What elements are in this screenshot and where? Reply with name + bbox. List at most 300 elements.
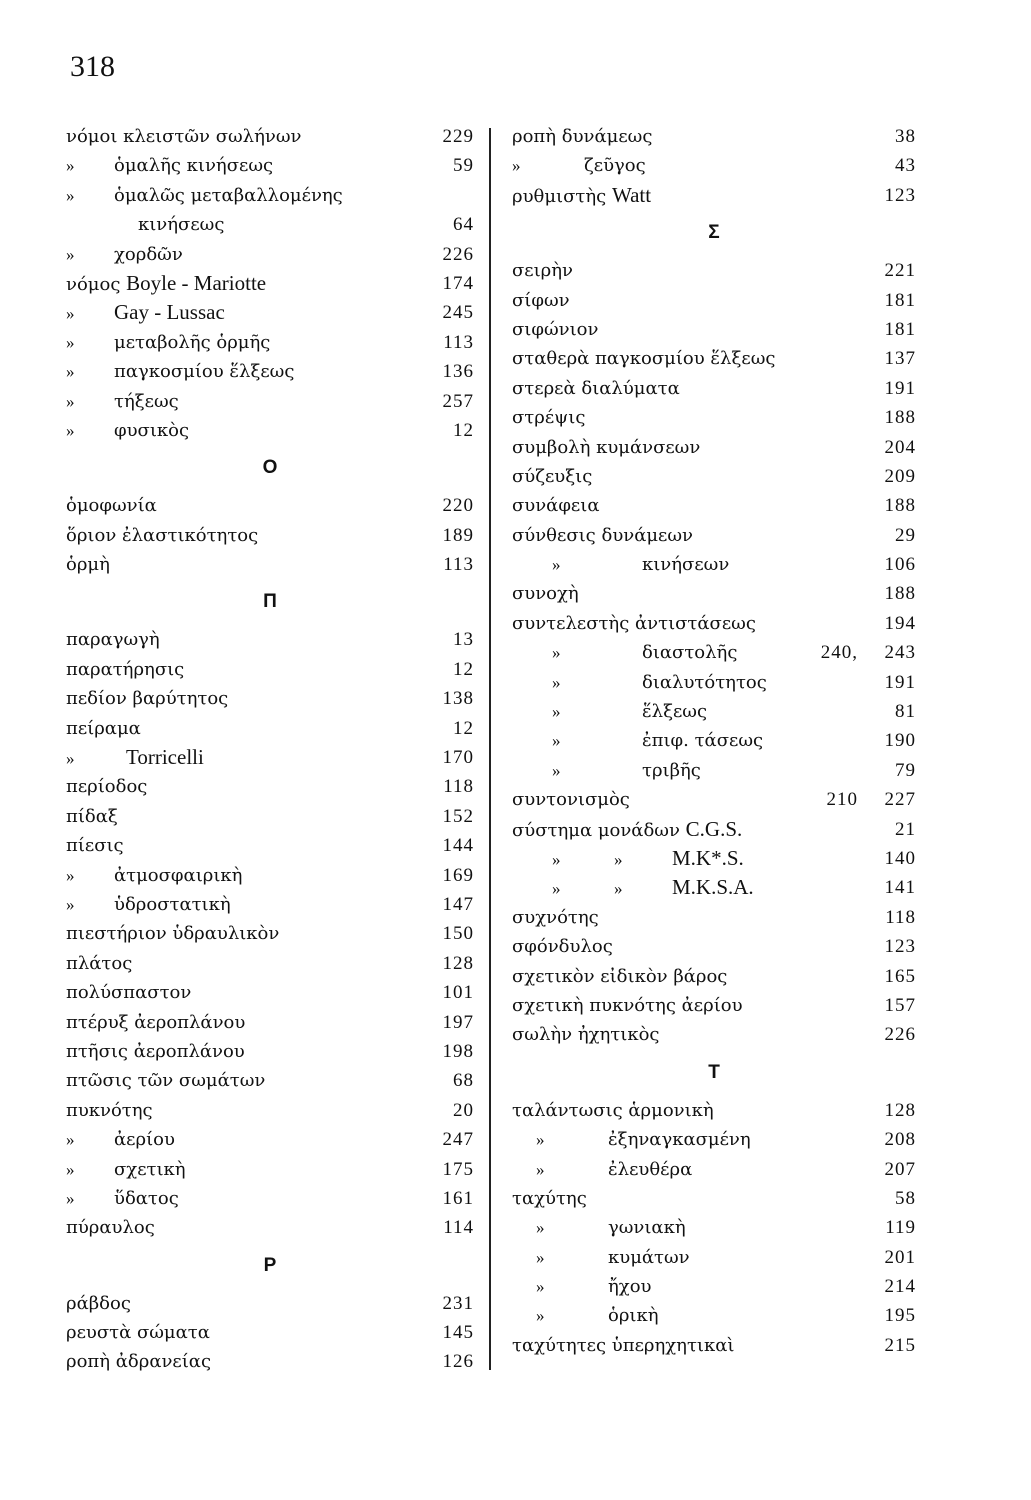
index-entry <box>66 890 474 919</box>
entry-term <box>66 550 110 579</box>
entry-text: σχετικὸν εἰδικὸν βάρος <box>512 965 728 987</box>
index-entry <box>512 609 916 638</box>
entry-term <box>512 151 646 180</box>
entry-text: τήξεως <box>114 390 179 412</box>
entry-text: πίεσις <box>66 835 124 857</box>
entry-text: μεταβολῆς ὁρμῆς <box>114 331 271 353</box>
entry-text: σίφων <box>512 289 570 311</box>
entry-page-number: 152 <box>442 805 474 827</box>
ditto-mark: » <box>536 1218 545 1238</box>
entry-term <box>66 743 204 773</box>
index-entry <box>66 714 474 743</box>
entry-term <box>66 210 224 239</box>
entry-page-number: 119 <box>885 1217 916 1239</box>
entry-term <box>512 491 599 520</box>
entry-text: παρατήρησις <box>66 658 185 680</box>
index-entry <box>512 1020 916 1049</box>
entry-text: συμβολὴ κυμάνσεων <box>512 436 701 458</box>
index-entry <box>66 416 474 445</box>
entry-page-number: 29 <box>895 524 916 546</box>
ditto-mark: » <box>552 879 561 899</box>
entry-term <box>512 785 630 814</box>
index-entry <box>512 181 916 210</box>
entry-latin-text: C.G.S. <box>685 816 743 841</box>
index-entry <box>512 1331 916 1360</box>
index-entry <box>66 151 474 180</box>
entry-text: συντονισμὸς <box>512 789 630 811</box>
entry-term <box>512 286 570 315</box>
index-entry <box>66 949 474 978</box>
ditto-mark: » <box>66 420 75 440</box>
entry-term <box>66 357 294 386</box>
entry-page-number: 257 <box>442 390 474 412</box>
index-entry <box>512 962 916 991</box>
index-entry <box>66 181 474 210</box>
index-entry <box>66 1289 474 1318</box>
entry-text: ἐξηναγκασμένη <box>608 1129 751 1151</box>
index-entry <box>66 1184 474 1213</box>
entry-text: ζεῦγος <box>584 155 646 177</box>
entry-page-number: 226 <box>442 243 474 265</box>
entry-term <box>66 269 266 299</box>
entry-term <box>66 714 141 743</box>
entry-term <box>512 873 754 903</box>
entry-text: πείραμα <box>66 717 141 739</box>
entry-term <box>512 962 727 991</box>
index-entry <box>66 328 474 357</box>
index-entry <box>512 122 916 151</box>
entry-text: ροπὴ ἀδρανείας <box>66 1351 212 1373</box>
entry-text: παγκοσμίου ἕλξεως <box>114 361 295 383</box>
index-entry <box>512 697 916 726</box>
ditto-mark: » <box>66 749 75 769</box>
ditto-mark: » <box>536 1247 545 1267</box>
entry-term <box>66 521 258 550</box>
entry-term <box>66 831 124 860</box>
index-entry <box>512 374 916 403</box>
entry-page-number: 12 <box>453 717 474 739</box>
index-entry <box>66 1125 474 1154</box>
entry-page-number: 101 <box>442 982 474 1004</box>
entry-term <box>66 978 191 1007</box>
entry-text: πλάτος <box>66 952 133 974</box>
entry-term <box>66 240 183 269</box>
ditto-mark: » <box>536 1159 545 1179</box>
entry-text: συχνότης <box>512 906 599 928</box>
index-entry <box>66 1037 474 1066</box>
entry-latin-text: Gay - Lussac <box>114 300 225 325</box>
entry-text: φυσικὸς <box>114 419 190 441</box>
entry-page-number: 194 <box>884 612 916 634</box>
index-entry <box>512 1184 916 1213</box>
index-column-right <box>512 122 916 1360</box>
entry-term <box>66 684 228 713</box>
entry-page-number: 165 <box>884 965 916 987</box>
entry-term <box>512 668 767 697</box>
entry-page-number: 79 <box>895 759 916 781</box>
index-entry <box>66 1008 474 1037</box>
entry-text: ἐπιφ. τάσεως <box>642 730 764 752</box>
entry-page-number: 245 <box>442 302 474 324</box>
entry-text: διαστολῆς <box>642 642 738 664</box>
entry-text: ὁρμὴ <box>66 554 110 576</box>
entry-term <box>512 1096 714 1125</box>
entry-text: χορδῶν <box>114 243 183 265</box>
entry-page-number: 191 <box>884 377 916 399</box>
entry-text: νόμος <box>66 273 121 295</box>
index-entry <box>512 315 916 344</box>
entry-page-number: 188 <box>884 583 916 605</box>
entry-text: ἤχου <box>608 1276 652 1298</box>
entry-text: πύραυλος <box>66 1217 155 1239</box>
entry-page-number: 188 <box>884 495 916 517</box>
entry-text: πυκνότης <box>66 1099 153 1121</box>
entry-page-number: 38 <box>895 126 916 147</box>
entry-text: κινήσεως <box>138 214 225 236</box>
index-entry <box>512 1213 916 1242</box>
entry-term <box>66 802 118 831</box>
entry-text: σωλὴν ἠχητικὸς <box>512 1024 660 1046</box>
entry-term <box>66 655 184 684</box>
index-entry <box>66 655 474 684</box>
entry-term <box>66 1289 131 1318</box>
entry-page-number: 21 <box>895 818 916 840</box>
entry-term <box>512 726 763 755</box>
entry-term <box>66 1037 245 1066</box>
entry-text: ἀτμοσφαιρικὴ <box>114 864 243 886</box>
entry-text: παραγωγὴ <box>66 629 160 651</box>
entry-page-number: 144 <box>442 835 474 857</box>
ditto-mark: » <box>66 1188 75 1208</box>
index-entry <box>512 1096 916 1125</box>
entry-page-number: 140 <box>884 847 916 869</box>
index-entry <box>512 491 916 520</box>
ditto-mark: » <box>552 672 561 692</box>
entry-term <box>66 625 160 654</box>
ditto-mark: » <box>536 1277 545 1297</box>
entry-term <box>512 1125 751 1154</box>
ditto-mark: » <box>552 702 561 722</box>
index-entry <box>66 743 474 772</box>
entry-page-number: 123 <box>884 184 916 206</box>
index-entry <box>512 785 916 814</box>
entry-page-number: 201 <box>884 1246 916 1268</box>
entry-page-number: 161 <box>442 1187 474 1209</box>
entry-text: ἐλευθέρα <box>608 1158 693 1180</box>
entry-page-number: 247 <box>442 1129 474 1151</box>
index-entry <box>66 122 474 151</box>
entry-text: διαλυτότητος <box>642 671 767 693</box>
index-group <box>512 256 916 1050</box>
entry-term <box>512 815 742 845</box>
entry-text: πίδαξ <box>66 805 118 827</box>
entry-page-number: 126 <box>442 1351 474 1373</box>
entry-term <box>512 315 598 344</box>
entry-text: περίοδος <box>66 776 148 798</box>
entry-term <box>66 1184 179 1213</box>
entry-page-number: 170 <box>442 747 474 769</box>
entry-page-number: 191 <box>884 671 916 693</box>
entry-term <box>66 890 231 919</box>
entry-text: πολύσπαστον <box>66 982 192 1004</box>
index-entry <box>66 1318 474 1347</box>
entry-page-number: 220 <box>442 495 474 517</box>
entry-text: ὁμαλῆς κινήσεως <box>114 155 274 177</box>
index-entry <box>66 1213 474 1242</box>
index-entry <box>66 210 474 239</box>
entry-term <box>512 181 651 211</box>
entry-page-number: 123 <box>884 936 916 958</box>
entry-page-number: 118 <box>885 906 916 928</box>
entry-term <box>512 1301 659 1330</box>
entry-page-number: 12 <box>453 658 474 680</box>
entry-page-number: 137 <box>884 348 916 370</box>
entry-term <box>66 298 225 328</box>
index-entry <box>66 240 474 269</box>
ditto-mark: » <box>66 391 75 411</box>
ditto-mark: » <box>614 879 623 899</box>
entry-term <box>66 1318 210 1347</box>
entry-term <box>512 579 579 608</box>
entry-term <box>512 1272 651 1301</box>
ditto-mark: » <box>552 760 561 780</box>
entry-text: πτῶσις τῶν σωμάτων <box>66 1070 266 1092</box>
entry-term <box>512 1243 690 1272</box>
entry-latin-text: Watt <box>611 182 652 207</box>
entry-term <box>512 844 744 874</box>
ditto-mark: » <box>66 244 75 264</box>
entry-text: ράβδος <box>66 1292 131 1314</box>
ditto-mark: » <box>552 643 561 663</box>
entry-text: σύζευξις <box>512 465 593 487</box>
entry-text: τριβῆς <box>642 759 701 781</box>
index-group <box>66 625 474 1242</box>
index-entry <box>66 387 474 416</box>
entry-page-number: 208 <box>884 1129 916 1151</box>
entry-term <box>66 1008 245 1037</box>
entry-page-number: 181 <box>884 289 916 311</box>
entry-text: πεδίον βαρύτητος <box>66 688 229 710</box>
entry-term <box>66 181 343 210</box>
index-entry <box>512 1243 916 1272</box>
entry-page-number: 169 <box>442 864 474 886</box>
ditto-mark: » <box>552 555 561 575</box>
index-entry <box>66 772 474 801</box>
entry-page-number: 113 <box>443 554 474 576</box>
ditto-mark: » <box>66 1159 75 1179</box>
entry-text: σχετικὴ πυκνότης ἀερίου <box>512 994 743 1016</box>
entry-page-number: 227 <box>884 789 916 811</box>
entry-term <box>512 932 613 961</box>
index-entry <box>512 550 916 579</box>
letter-heading-pi: Π <box>263 591 277 613</box>
entry-term <box>512 521 693 550</box>
entry-page-number: 128 <box>884 1099 916 1121</box>
index-entry <box>66 357 474 386</box>
entry-term <box>512 1184 587 1213</box>
ditto-mark: » <box>552 731 561 751</box>
entry-page-number: 174 <box>442 272 474 294</box>
index-entry <box>66 978 474 1007</box>
entry-page-number: 240, <box>820 642 858 664</box>
index-entry <box>512 433 916 462</box>
index-entry <box>66 861 474 890</box>
letter-heading-omicron: Ο <box>262 457 278 479</box>
entry-text: πτέρυξ ἀεροπλάνου <box>66 1011 246 1033</box>
index-entry <box>512 1301 916 1330</box>
index-entry <box>512 462 916 491</box>
entry-term <box>512 903 599 932</box>
entry-page-number: 68 <box>453 1070 474 1092</box>
entry-term <box>66 151 273 180</box>
index-entry <box>512 873 916 902</box>
entry-page-number: 197 <box>442 1011 474 1033</box>
entry-term <box>512 756 701 785</box>
entry-text: γωνιακὴ <box>608 1217 686 1239</box>
index-group <box>512 1096 916 1361</box>
entry-page-number: 114 <box>443 1217 474 1239</box>
entry-term <box>66 772 147 801</box>
entry-page-number: 64 <box>453 214 474 236</box>
entry-term <box>512 1155 692 1184</box>
entry-term <box>512 462 592 491</box>
entry-term <box>512 374 680 403</box>
index-entry <box>512 932 916 961</box>
index-entry <box>512 256 916 285</box>
index-group <box>512 122 916 210</box>
entry-text: κινήσεων <box>642 554 730 576</box>
index-entry <box>66 1155 474 1184</box>
index-entry <box>512 579 916 608</box>
entry-term <box>66 328 270 357</box>
entry-term <box>512 403 585 432</box>
entry-page-number: 226 <box>884 1024 916 1046</box>
entry-page-number: 145 <box>442 1322 474 1344</box>
entry-term <box>512 638 737 667</box>
index-entry <box>66 802 474 831</box>
entry-page-number: 13 <box>453 629 474 651</box>
index-column-left <box>66 122 474 1377</box>
entry-page-number: 209 <box>884 465 916 487</box>
entry-page-number: 175 <box>442 1158 474 1180</box>
entry-term <box>66 491 157 520</box>
entry-page-number: 12 <box>453 419 474 441</box>
entry-latin-text: M.K.S.A. <box>672 875 754 900</box>
index-entry <box>66 684 474 713</box>
entry-term <box>66 919 279 948</box>
index-entry <box>512 521 916 550</box>
entry-term <box>66 1213 155 1242</box>
letter-heading-sigma: Σ <box>708 222 720 244</box>
ditto-mark: » <box>66 304 75 324</box>
entry-term <box>512 256 573 285</box>
ditto-mark: » <box>66 1130 75 1150</box>
entry-text: στερεὰ διαλύματα <box>512 377 680 399</box>
entry-latin-text: Torricelli <box>126 745 204 770</box>
entry-page-number: 59 <box>453 155 474 177</box>
entry-text: σύστημα μονάδων <box>512 819 680 841</box>
entry-term <box>512 991 743 1020</box>
entry-text: ρυθμιστὴς <box>512 185 607 207</box>
entry-page-number: 20 <box>453 1099 474 1121</box>
entry-text: κυμάτων <box>608 1246 690 1268</box>
entry-text: ἕλξεως <box>642 701 708 723</box>
entry-page-number: 138 <box>442 688 474 710</box>
entry-text: ὅριον ἐλαστικότητος <box>66 524 259 546</box>
entry-text: σχετικὴ <box>114 1158 186 1180</box>
entry-page-number: 215 <box>884 1334 916 1356</box>
entry-text: ἀερίου <box>114 1129 175 1151</box>
entry-text: ταχύτης <box>512 1187 587 1209</box>
entry-text: ὁμαλῶς μεταβαλλομένης <box>114 184 343 206</box>
entry-page-number: 188 <box>884 407 916 429</box>
entry-page-number: 43 <box>895 155 916 177</box>
entry-term <box>66 861 242 890</box>
entry-page-number: 243 <box>884 642 916 664</box>
index-entry <box>512 1272 916 1301</box>
entry-term <box>66 1096 153 1125</box>
index-entry <box>512 1155 916 1184</box>
entry-page-number: 128 <box>442 952 474 974</box>
entry-term <box>512 433 700 462</box>
entry-term <box>66 1347 211 1376</box>
entry-text: ταλάντωσις ἁρμονικὴ <box>512 1099 714 1121</box>
ditto-mark: » <box>512 156 521 176</box>
entry-term <box>66 1155 186 1184</box>
entry-text: στρέψις <box>512 407 586 429</box>
entry-page-number: 207 <box>884 1158 916 1180</box>
index-entry <box>512 286 916 315</box>
entry-page-number: 58 <box>895 1187 916 1209</box>
index-entry <box>66 1096 474 1125</box>
index-entry <box>512 756 916 785</box>
entry-page-number: 195 <box>884 1305 916 1327</box>
page-number: 318 <box>70 50 115 83</box>
entry-page-number: 81 <box>895 701 916 723</box>
entry-term <box>66 1125 175 1154</box>
entry-page-number: 150 <box>442 923 474 945</box>
letter-heading-tau: Τ <box>708 1061 720 1083</box>
entry-page-number: 106 <box>884 554 916 576</box>
ditto-mark: » <box>66 156 75 176</box>
index-entry <box>66 919 474 948</box>
entry-page-number: 231 <box>442 1292 474 1314</box>
entry-term <box>512 1213 686 1242</box>
entry-text: ὕδατος <box>114 1187 179 1209</box>
entry-term <box>66 949 132 978</box>
entry-page-number: 136 <box>442 361 474 383</box>
entry-page-number: 204 <box>884 436 916 458</box>
index-entry <box>512 903 916 932</box>
entry-text: συνοχὴ <box>512 583 579 605</box>
entry-page-number: 189 <box>442 524 474 546</box>
entry-text: ὑδροστατικὴ <box>114 893 231 915</box>
index-entry <box>512 991 916 1020</box>
letter-heading-rho: Ρ <box>263 1254 277 1276</box>
ditto-mark: » <box>66 185 75 205</box>
entry-text: ρευστὰ σώματα <box>66 1322 210 1344</box>
index-entry <box>66 269 474 298</box>
entry-page-number: 210 <box>826 789 858 811</box>
index-group <box>66 1289 474 1377</box>
entry-term <box>512 609 756 638</box>
ditto-mark: » <box>66 332 75 352</box>
ditto-mark: » <box>552 849 561 869</box>
entry-term <box>66 1066 265 1095</box>
index-entry <box>66 521 474 550</box>
ditto-mark: » <box>66 865 75 885</box>
entry-page-number: 190 <box>884 730 916 752</box>
